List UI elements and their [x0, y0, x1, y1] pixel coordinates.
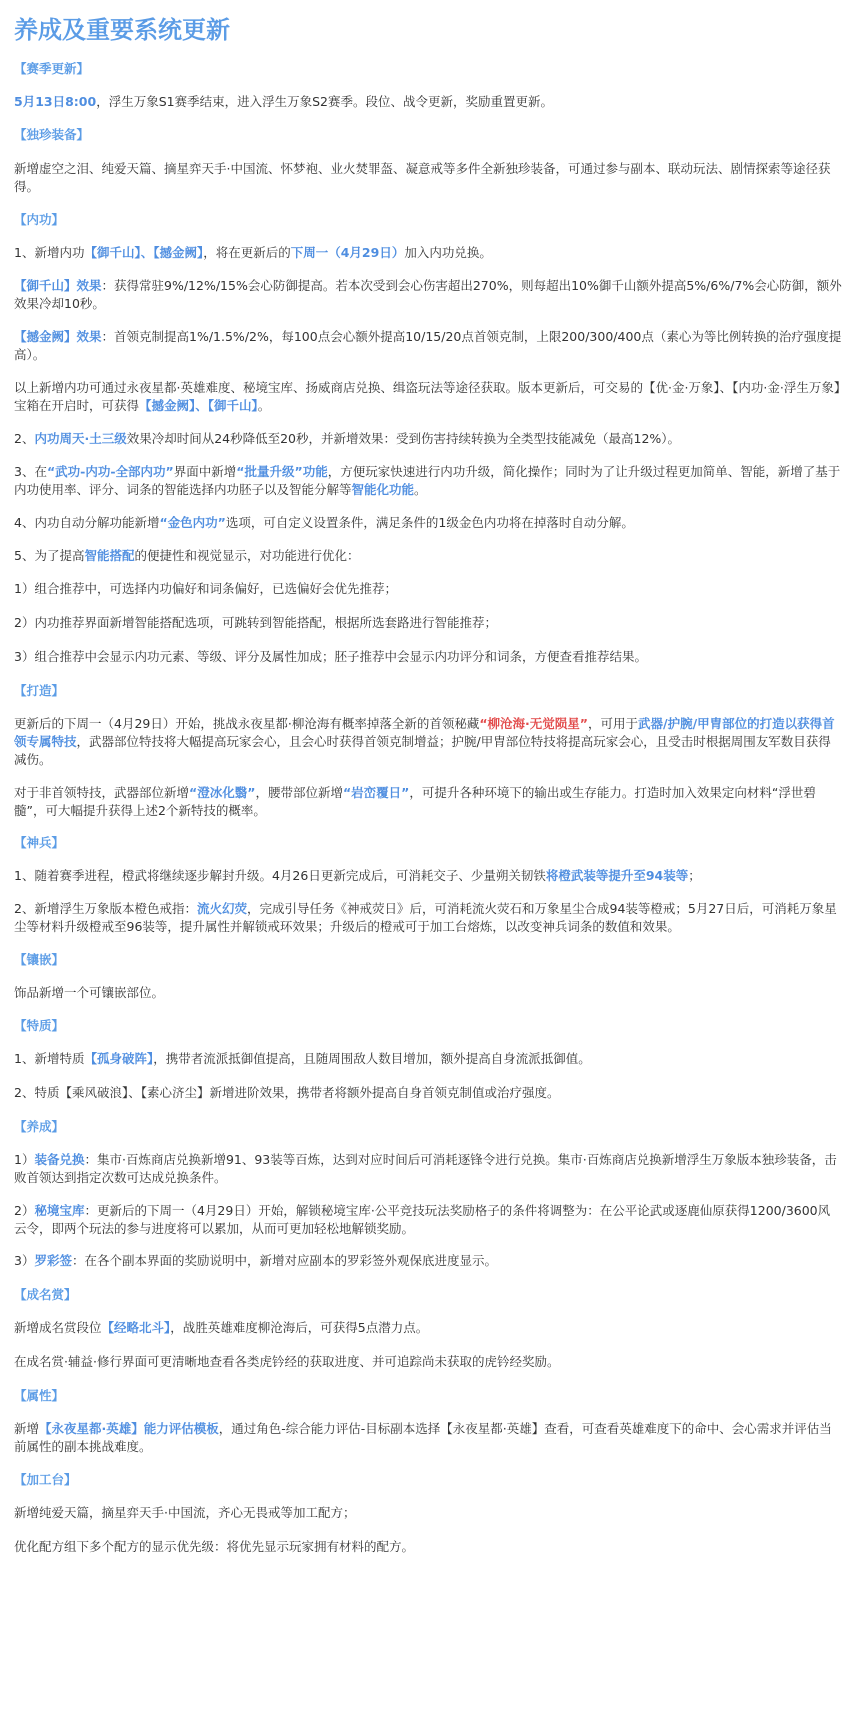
body-text: 界面中新增 [173, 464, 237, 479]
paragraph [14, 1353, 842, 1371]
highlight-text: 【经略北斗】 [101, 1320, 171, 1335]
body-text: ，可提升各种环境下的输出或生存能力。打造时加入效果定向材料“浮世碧髓”，可大幅提升获得上述2个新特技的概率。 [14, 785, 816, 818]
body-text: ，腰带部位新增 [255, 785, 343, 800]
paragraph [14, 547, 842, 565]
paragraph [14, 1319, 842, 1337]
paragraph [14, 514, 842, 532]
body-text: 新增虚空之泪、纯爱天篇、摘星弈天手·中国流、怀梦袍、业火焚罪盔、凝意戒等多件全新独珍装备，可通过参与副本、联动玩法、剧情探索等途径获得。 [14, 161, 831, 194]
body-text: 以上新增内功可通过永夜星都·英雄难度、秘境宝库、扬威商店兑换、缉盗玩法等途径获取。版本更新后，可交易的【优·金·万象】、【内功·金·浮生万象】宝箱在开启时，可获得 [14, 380, 841, 413]
paragraph [14, 648, 842, 666]
highlight-text: 【御千山】效果 [14, 278, 102, 293]
paragraph [14, 1202, 842, 1238]
body-text: 3） [14, 1253, 35, 1268]
body-text: 1）组合推荐中，可选择内功偏好和词条偏好，已选偏好会优先推荐； [14, 581, 397, 596]
paragraph [14, 1252, 842, 1270]
body-text: 新增 [14, 1421, 40, 1436]
highlight-text: 【撼金阙】效果 [14, 329, 102, 344]
paragraph [14, 984, 842, 1002]
section-header-season: 【赛季更新】 [14, 61, 90, 76]
paragraph [14, 430, 842, 448]
highlight-text: “批量升级”功能 [236, 464, 328, 479]
body-text: ，完成引导任务《神戒荧日》后，可消耗流火荧石和万象星尘合成94装等橙戒；5月27日后，可消耗万象星尘等材料升级橙戒至96装等，提升属性并解锁戒环效果；升级后的橙戒可于加工台熔炼，以改变神兵词条的数值和效果。 [14, 901, 837, 934]
paragraph [14, 784, 842, 820]
body-text: ：更新后的下周一（4月29日）开始，解锁秘境宝库·公平竞技玩法奖励格子的条件将调整为：在公平论武或逐鹿仙原获得1200/3600风云令，即两个玩法的参与进度将可以累加，从而可更加轻松地解锁奖励。 [14, 1203, 831, 1236]
highlight-text: “澄冰化翳” [189, 785, 256, 800]
body-text: 1） [14, 1152, 35, 1167]
body-text: 在成名赏·辅益·修行界面可更清晰地查看各类虎钤经的获取进度、并可追踪尚未获取的虎钤经奖励。 [14, 1354, 560, 1369]
section-header-inner-skill: 【内功】 [14, 212, 65, 227]
highlight-text: 罗彩签 [34, 1253, 72, 1268]
section-header-growth: 【养成】 [14, 1119, 65, 1134]
section-header-unique-equipment: 【独珍装备】 [14, 127, 90, 142]
highlight-text: 装备兑换 [34, 1152, 85, 1167]
highlight-text: 武器/护腕/甲胄部位的打造以获得首领专属特技 [14, 716, 835, 749]
highlight-text: 流火幻荧 [196, 901, 247, 916]
paragraph [14, 1084, 842, 1102]
highlight-text: “金色内功” [159, 515, 226, 530]
paragraph [14, 379, 842, 415]
body-text: ：获得常驻9%/12%/15%会心防御提高。若本次受到会心伤害超出270%，则每超出10%御千山额外提高5%/6%/7%会心防御，额外效果冷却10秒。 [14, 278, 842, 311]
body-text: ，方便玩家快速进行内功升级，简化操作；同时为了让升级过程更加简单、智能，新增了基于内功使用率、评分、词条的智能选择内功胚子以及智能分解等 [14, 464, 841, 497]
red-highlight-text: “柳沧海·无觉陨星” [479, 716, 589, 731]
highlight-text: “岩峦覆日” [342, 785, 410, 800]
highlight-text: 下周一（4月29日） [290, 245, 405, 260]
highlight-text: 5月13日8:00 [14, 94, 97, 109]
body-text: 1、新增内功 [14, 245, 85, 260]
paragraph [14, 715, 842, 769]
body-text: ：首领克制提高1%/1.5%/2%，每100点会心额外提高10/15/20点首领克制，上限200/300/400点（素心为等比例转换的治疗强度提高）。 [14, 329, 842, 362]
highlight-text: 智能搭配 [84, 548, 135, 563]
paragraph [14, 1504, 842, 1522]
body-text: 。 [257, 398, 271, 413]
body-text: 新增成名赏段位 [14, 1320, 102, 1335]
body-text: 饰品新增一个可镶嵌部位。 [14, 985, 165, 1000]
paragraph [14, 1050, 842, 1068]
paragraph [14, 328, 842, 364]
body-text: ，通过角色-综合能力评估-目标副本选择【永夜星都·英雄】查看，可查看英雄难度下的命中、会心需求并评估当前属性的副本挑战难度。 [14, 1421, 832, 1454]
section-header-divine-weapon: 【神兵】 [14, 835, 65, 850]
section-header-traits: 【特质】 [14, 1018, 65, 1033]
highlight-text: 【永夜星都·英雄】能力评估模板 [39, 1421, 219, 1436]
highlight-text: 内功周天·土三级 [34, 431, 127, 446]
section-header-fame-reward: 【成名赏】 [14, 1287, 77, 1302]
body-text: 更新后的下周一（4月29日）开始，挑战永夜星都·柳沧海有概率掉落全新的首领秘藏 [14, 716, 480, 731]
body-text: 选项，可自定义设置条件，满足条件的1级金色内功将在掉落时自动分解。 [225, 515, 634, 530]
highlight-text: 将橙武装等提升至94装等 [545, 868, 689, 883]
body-text: 新增纯爱天篇，摘星弈天手·中国流，齐心无畏戒等加工配方； [14, 1505, 356, 1520]
body-text: 2、新增浮生万象版本橙色戒指： [14, 901, 197, 916]
highlight-text: 【孤身破阵】 [84, 1051, 154, 1066]
body-text: ，携带者流派抵御值提高，且随周围敌人数目增加，额外提高自身流派抵御值。 [153, 1051, 591, 1066]
paragraph [14, 1420, 842, 1456]
paragraph [14, 900, 842, 936]
body-text: ，浮生万象S1赛季结束，进入浮生万象S2赛季。段位、战令更新，奖励重置更新。 [96, 94, 553, 109]
body-text: 4、内功自动分解功能新增 [14, 515, 160, 530]
paragraph [14, 93, 842, 111]
paragraph [14, 867, 842, 885]
body-text: 3、在 [14, 464, 47, 479]
paragraph [14, 580, 842, 598]
body-text: 2） [14, 1203, 35, 1218]
paragraph [14, 160, 842, 196]
page-title: 养成及重要系统更新 [14, 16, 230, 44]
paragraph [14, 463, 842, 499]
paragraph [14, 1151, 842, 1187]
body-text: 1、随着赛季进程，橙武将继续逐步解封升级。4月26日更新完成后，可消耗交子、少量朔关韧铁 [14, 868, 546, 883]
paragraph [14, 1538, 842, 1556]
body-text: 2、 [14, 431, 35, 446]
highlight-text: 智能化功能 [351, 482, 415, 497]
highlight-text: 【撼金阙】、【御千山】 [139, 398, 258, 413]
highlight-text: 【御千山】、【撼金阙】 [84, 245, 204, 260]
section-header-attributes: 【属性】 [14, 1388, 65, 1403]
section-header-workbench: 【加工台】 [14, 1472, 77, 1487]
body-text: 1、新增特质 [14, 1051, 85, 1066]
body-text: ； [688, 868, 701, 883]
body-text: 优化配方组下多个配方的显示优先级：将优先显示玩家拥有材料的配方。 [14, 1539, 415, 1554]
body-text: 2、特质【乘风破浪】、【素心济尘】新增进阶效果，携带者将额外提高自身首领克制值或治疗强度。 [14, 1085, 560, 1100]
body-text: 。 [414, 482, 427, 497]
body-text: 2）内功推荐界面新增智能搭配选项，可跳转到智能搭配，根据所选套路进行智能推荐； [14, 615, 497, 630]
body-text: 5、为了提高 [14, 548, 85, 563]
body-text: 3）组合推荐中会显示内功元素、等级、评分及属性加成；胚子推荐中会显示内功评分和词条，方便查看推荐结果。 [14, 649, 647, 664]
highlight-text: 秘境宝库 [34, 1203, 85, 1218]
body-text: ，战胜英雄难度柳沧海后，可获得5点潜力点。 [170, 1320, 429, 1335]
body-text: ：集市·百炼商店兑换新增91、93装等百炼，达到对应时间后可消耗逐锋令进行兑换。集市·百炼商店兑换新增浮生万象版本独珍装备，击败首领达到指定次数可达成兑换条件。 [14, 1152, 837, 1185]
body-text: 的便捷性和视觉显示，对功能进行优化： [134, 548, 360, 563]
body-text: ：在各个副本界面的奖励说明中，新增对应副本的罗彩签外观保底进度显示。 [71, 1253, 497, 1268]
section-header-forging: 【打造】 [14, 683, 65, 698]
section-header-inlay: 【镶嵌】 [14, 952, 65, 967]
body-text: 加入内功兑换。 [404, 245, 492, 260]
paragraph [14, 614, 842, 632]
body-text: ，可用于 [588, 716, 639, 731]
paragraph [14, 244, 842, 262]
paragraph [14, 277, 842, 313]
body-text: 效果冷却时间从24秒降低至20秒，并新增效果：受到伤害持续转换为全类型技能减免（最高12%）。 [126, 431, 681, 446]
body-text: ，武器部位特技将大幅提高玩家会心，且会心时获得首领克制增益；护腕/甲胄部位特技将提高玩家会心，且受击时根据周围友军数目获得减伤。 [14, 734, 831, 767]
highlight-text: “武功-内功-全部内功” [46, 464, 174, 479]
body-text: 对于非首领特技，武器部位新增 [14, 785, 190, 800]
body-text: ，将在更新后的 [203, 245, 291, 260]
